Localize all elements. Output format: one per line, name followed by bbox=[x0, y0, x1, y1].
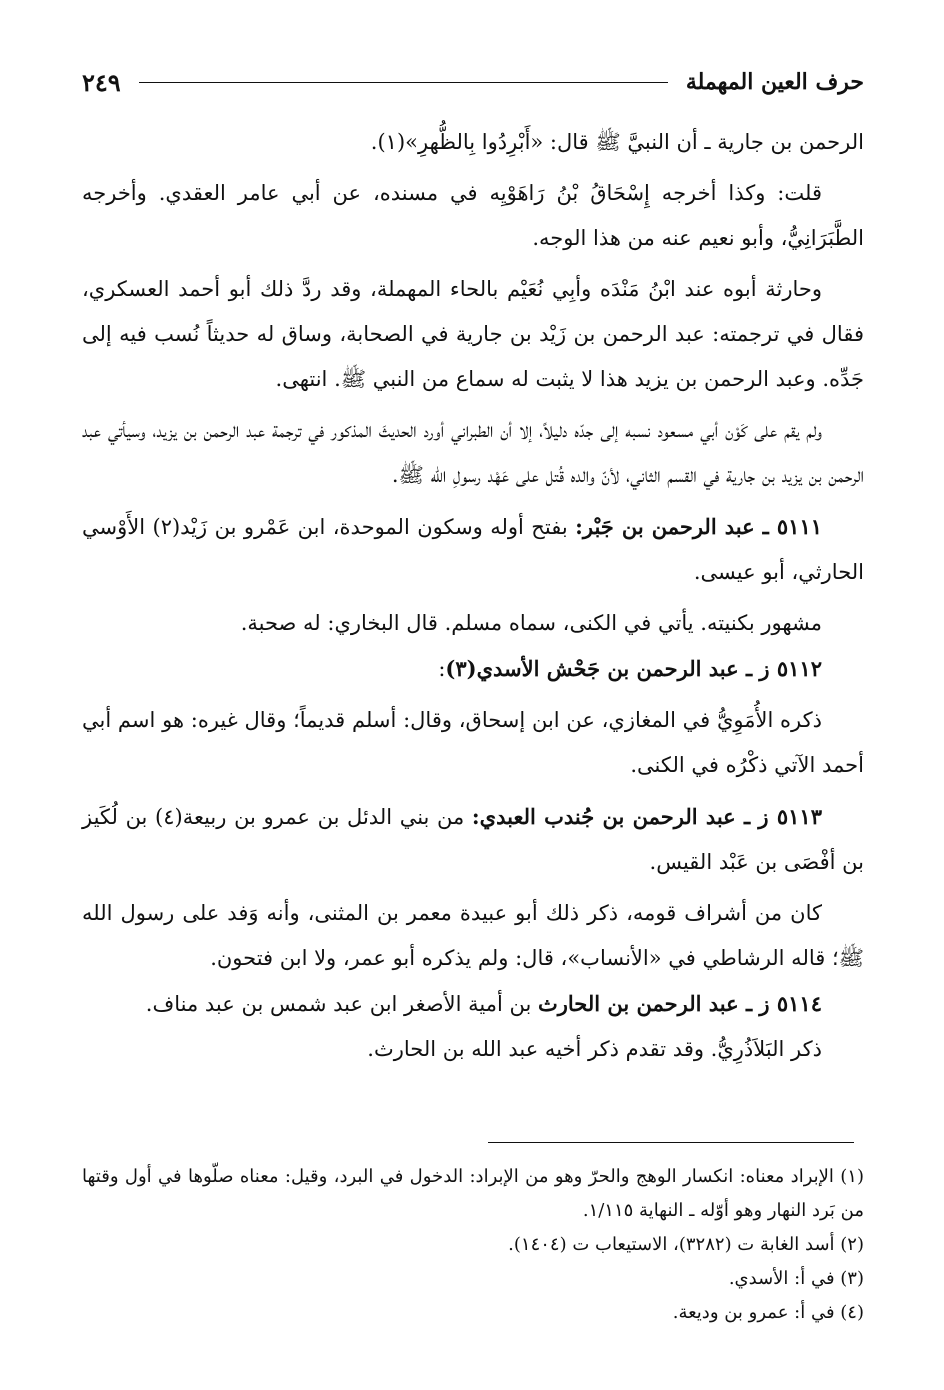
page-header bbox=[82, 62, 864, 102]
footnote-3: (٣) في أ: الأسدي. bbox=[728, 1268, 864, 1289]
paragraph-continuation: الرحمن بن جارية ـ أن النبيَّ ﷺ قال: «أَبْرِدُوا بِالظُّهرِ»(١). bbox=[370, 130, 864, 154]
footnote-separator bbox=[488, 1142, 854, 1143]
entry-heading: ٥١١٤ ز ـ عبد الرحمن بن الحارث bbox=[537, 991, 822, 1016]
running-title: حرف العين المهملة bbox=[685, 69, 864, 95]
entry-heading: ٥١١١ ـ عبد الرحمن بن جَبْر: bbox=[575, 514, 823, 539]
paragraph: ذكره الأُمَوِيُّ في المغازي، عن ابن إسحاق، وقال: أسلم قديماً؛ وقال غيره: هو اسم أبي أحمد الآتي ذكْرُه في الكنى. bbox=[82, 708, 864, 777]
paragraph: مشهور بكنيته. يأتي في الكنى، سماه مسلم. قال البخاري: له صحبة. bbox=[240, 611, 822, 635]
paragraph: ذكر البَلاَذُرِيُّ. وقد تقدم ذكر أخيه عبد الله بن الحارث. bbox=[367, 1037, 822, 1061]
entry-heading: ٥١١٢ ز ـ عبد الرحمن بن جَحْش الأسدي(٣) bbox=[445, 656, 822, 681]
footnote-4: (٤) في أ: عمرو بن وديعة. bbox=[672, 1302, 864, 1323]
header-rule bbox=[139, 82, 668, 83]
biography-entry-5113: ٥١١٣ ز ـ عبد الرحمن بن جُندب العبدي: من بني الدئل بن عمرو بن ربيعة(٤) بن لُكَيز بن أفْصَى بن عَبْد القيس. bbox=[82, 804, 864, 874]
footnote-1: (١) الإبراد معناه: انكسار الوهج والحرّ وهو من الإبراد: الدخول في البرد، وقيل: معناه صلّوها في أول وقتها من بَرد النهار وهو أوّله ـ النهاية ١/١١٥. bbox=[82, 1166, 864, 1221]
footnotes bbox=[82, 1160, 864, 1330]
paragraph: كان من أشراف قومه، ذكر ذلك أبو عبيدة معمر بن المثنى، وأنه وَفد على رسول الله ﷺ؛ قاله الرشاطي في «الأنساب»، قال: ولم يذكره أبو عمر، ولا ابن فتحون. bbox=[82, 901, 864, 970]
main-text bbox=[82, 120, 864, 1072]
paragraph: وحارثة أبوه عند ابْنُ مَنْدَه وأبِي نُعَيْم بالحاء المهملة، وقد ردَّ ذلك أبو أحمد العسكري، فقال في ترجمته: عبد الرحمن بن زَيْد بن جارية في الصحابة، وساق له حديثاً نُسب فيه إلى جَدِّه. وعبد الرحمن بن يزيد هذا لا يثبت له سماع من النبي ﷺ. انتهى. bbox=[82, 277, 864, 391]
paragraph: ولم يقم على كَوْن أبي مسعود نسبه إلى جدّه دليلاً، إلا أن الطبراني أورد الحديثَ المذكور في ترجمة عبد الرحمن بن يزيد، وسيأتي عبد الرحمن بن يزيد بن جارية في القسم الثاني، لأنّ والده قُتل على عَهْد رسولِ الله ﷺ. bbox=[82, 418, 864, 487]
entry-heading: ٥١١٣ ز ـ عبد الرحمن بن جُندب العبدي: bbox=[471, 804, 822, 829]
biography-entry-5114: ٥١١٤ ز ـ عبد الرحمن بن الحارث بن أمية الأصغر ابن عبد شمس بن عبد مناف. bbox=[145, 991, 822, 1016]
page-number: ٢٤٩ bbox=[82, 67, 121, 97]
paragraph: قلت: وكذا أخرجه إِسْحَاقُ بْنُ رَاهَوْيِه في مسنده، عن أبي عامر العقدي. وأخرجه الطَّبَرَانِيُّ، وأبو نعيم عنه من هذا الوجه. bbox=[82, 181, 864, 250]
footnote-2: (٢) أسد الغابة ت (٣٢٨٢)، الاستيعاب ت (١٤٠٤). bbox=[508, 1234, 864, 1255]
biography-entry-5111: ٥١١١ ـ عبد الرحمن بن جَبْر: بفتح أوله وسكون الموحدة، ابن عَمْرو بن زَيْد(٢) الأَوْسي الحارثي، أبو عيسى. bbox=[82, 514, 864, 584]
biography-entry-5112: ٥١١٢ ز ـ عبد الرحمن بن جَحْش الأسدي(٣): bbox=[438, 656, 822, 681]
